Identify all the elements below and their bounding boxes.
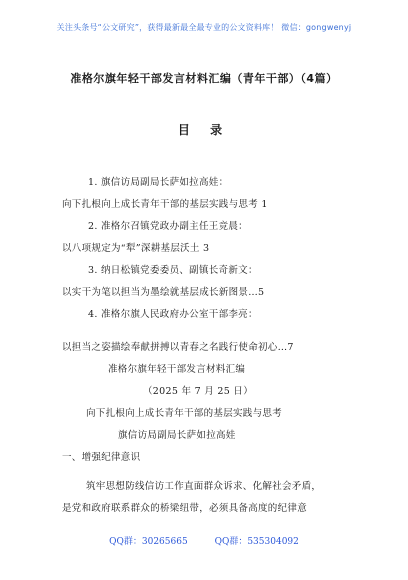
body-subtitle: 准格尔旗年轻干部发言材料汇编 bbox=[108, 364, 246, 375]
toc-item-2-speaker[interactable]: 2. 准格尔召镇党政办副主任王竞晨： bbox=[88, 221, 248, 232]
section-title: 向下扎根向上成长青年干部的基层实践与思考 bbox=[86, 408, 283, 419]
toc-item-4-topic[interactable]: 以担当之姿描绘奉献拼搏以青春之名践行使命初心…7 bbox=[62, 342, 294, 353]
toc-item-3-topic[interactable]: 以实干为笔以担当为墨绘就基层成长新图景…5 bbox=[62, 287, 265, 298]
footer-qq-1: QQ群：30265665 bbox=[109, 537, 188, 547]
header-note: 关注头条号“公文研究”，获得最新最全最专业的公文资料库！ 微信：gongwenyj bbox=[56, 23, 352, 32]
toc-item-1-speaker[interactable]: 1. 旗信访局副局长萨如拉高娃： bbox=[88, 177, 229, 188]
toc-heading: 目 录 bbox=[177, 123, 231, 137]
toc-item-2-topic[interactable]: 以八项规定为“犁”深耕基层沃土 3 bbox=[62, 243, 210, 254]
body-date: （2025 年 7 月 25 日） bbox=[143, 386, 254, 397]
footer-qq-2: QQ群：535304092 bbox=[214, 537, 299, 547]
document-title: 准格尔旗年轻干部发言材料汇编（青年干部）（4篇） bbox=[70, 72, 338, 85]
toc-item-3-speaker[interactable]: 3. 纳日松镇党委委员、副镇长奇新文： bbox=[88, 265, 258, 276]
heading-1: 一、增强纪律意识 bbox=[62, 452, 141, 463]
toc-item-4-speaker[interactable]: 4. 准格尔旗人民政府办公室干部李亮： bbox=[88, 309, 258, 320]
paragraph-line-2: 是党和政府联系群众的桥梁纽带，必须具备高度的纪律意 bbox=[62, 503, 308, 514]
toc-item-1-topic[interactable]: 向下扎根向上成长青年干部的基层实践与思考 1 bbox=[62, 199, 268, 210]
section-author: 旗信访局副局长萨如拉高娃 bbox=[118, 430, 236, 441]
footer bbox=[0, 534, 408, 547]
paragraph-line-1: 筑牢思想防线信访工作直面群众诉求、化解社会矛盾， bbox=[86, 481, 322, 492]
